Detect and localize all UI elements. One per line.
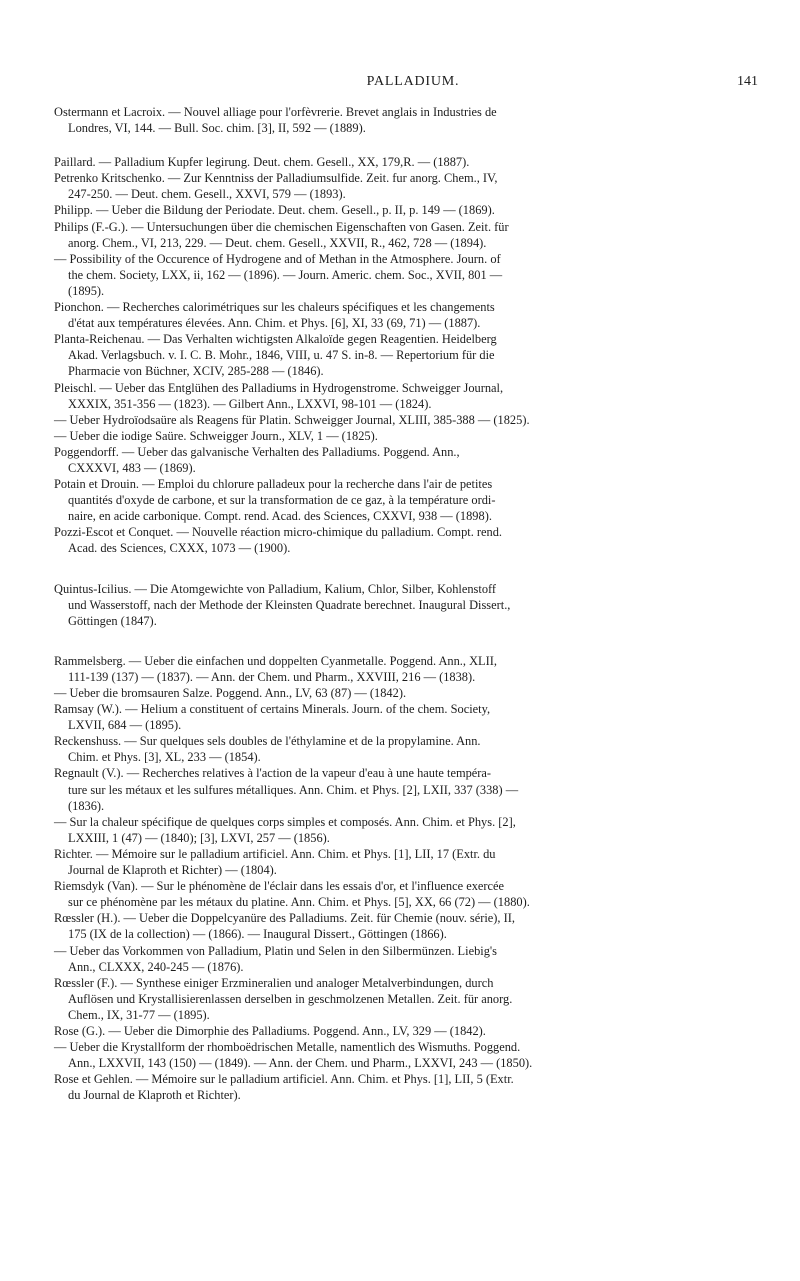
bibliography-entry: — Possibility of the Occurence of Hydrogene and of Methan in the Atmosphere. Journ. of the chem. Society, LXX, ii, 162 — (1896). — Journ. Americ. chem. Soc., XVII, 801 — (1895).	[54, 251, 503, 298]
bibliography-entry: Paillard. — Palladium Kupfer legirung. Deut. chem. Gesell., XX, 179,R. — (1887).	[54, 155, 470, 170]
bibliography-entry: Rœssler (H.). — Ueber die Doppelcyanüre des Palladiums. Zeit. für Chemie (nouv. série), II, 175 (IX de la collection) — (1866). — Inaugural Dissert., Göttingen (1866).	[54, 911, 515, 942]
bibliography-entry: Ostermann et Lacroix. — Nouvel alliage pour l'orfèvrerie. Brevet anglais in Industries de Londres, VI, 144. — Bull. Soc. chim. [3], II, 592 — (1889).	[54, 105, 497, 136]
page-title: PALLADIUM.	[366, 74, 460, 89]
running-head	[56, 74, 770, 94]
bibliography-entry: Reckenshuss. — Sur quelques sels doubles de l'éthylamine et de la propylamine. Ann. Chim. et Phys. [3], XL, 233 — (1854).	[54, 734, 481, 765]
bibliography-list	[56, 104, 770, 1103]
bibliography-entry: Potain et Drouin. — Emploi du chlorure palladeux pour la recherche dans l'air de petites quantités d'oxyde de carbone, et sur la transformation de ce gaz, à la température ordi- naire, en acide carbonique. Compt. rend. Acad. des Sciences, CXXVI, 938 — (1898).	[54, 477, 496, 524]
bibliography-entry: Petrenko Kritschenko. — Zur Kenntniss der Palladiumsulfide. Zeit. fur anorg. Chem., IV, 247-250. — Deut. chem. Gesell., XXVI, 579 — (1893).	[54, 171, 498, 202]
bibliography-entry: — Sur la chaleur spécifique de quelques corps simples et composés. Ann. Chim. et Phys. [2], LXXIII, 1 (47) — (1840); [3], LXVI, 257 — (1856).	[54, 814, 516, 845]
bibliography-entry: Pleischl. — Ueber das Entglühen des Palladiums in Hydrogenstrome. Schweigger Journal, XXXIX, 351-356 — (1823). — Gilbert Ann., LXXVI, 98-101 — (1824).	[54, 380, 504, 411]
bibliography-entry: Philips (F.-G.). — Untersuchungen über die chemischen Eigenschaften von Gasen. Zeit. für anorg. Chem., VI, 213, 229. — Deut. chem. Gesell., XXVII, R., 462, 728 — (1894).	[54, 219, 509, 250]
bibliography-entry: Philipp. — Ueber die Bildung der Periodate. Deut. chem. Gesell., p. II, p. 149 — (1869).	[54, 203, 495, 218]
bibliography-entry: Riemsdyk (Van). — Sur le phénomène de l'éclair dans les essais d'or, et l'influence exercée sur ce phénomène par les métaux du platine. Ann. Chim. et Phys. [5], XX, 66 (72) — (1880).	[54, 879, 530, 910]
bibliography-entry: — Ueber die Krystallform der rhomboëdrischen Metalle, namentlich des Wismuths. Poggend. Ann., LXXVII, 143 (150) — (1849). — Ann. der Chem. und Pharm., LXXVI, 243 — (1850).	[54, 1040, 533, 1071]
bibliography-entry: Rammelsberg. — Ueber die einfachen und doppelten Cyanmetalle. Poggend. Ann., XLII, 111-139 (137) — (1837). — Ann. der Chem. und Pharm., XXVIII, 216 — (1838).	[54, 653, 497, 684]
bibliography-entry: Pozzi-Escot et Conquet. — Nouvelle réaction micro-chimique du palladium. Compt. rend. Acad. des Sciences, CXXX, 1073 — (1900).	[54, 525, 503, 556]
page-number: 141	[737, 74, 758, 89]
bibliography-entry: Rose (G.). — Ueber die Dimorphie des Palladiums. Poggend. Ann., LV, 329 — (1842).	[54, 1023, 486, 1038]
bibliography-entry: Quintus-Icilius. — Die Atomgewichte von Palladium, Kalium, Chlor, Silber, Kohlenstoff und Wasserstoff, nach der Methode der Kleinsten Quadrate berechnet. Inaugural Dissert., Göttingen (1847).	[54, 581, 511, 628]
bibliography-entry: — Ueber die iodige Saüre. Schweigger Journ., XLV, 1 — (1825).	[54, 428, 378, 443]
bibliography-entry: — Ueber Hydroïodsaüre als Reagens für Platin. Schweigger Journal, XLIII, 385-388 — (1825).	[54, 412, 530, 427]
bibliography-entry: Rœssler (F.). — Synthese einiger Erzmineralien und analoger Metalverbindungen, durch Auflösen und Krystallisierenlassen derselben in geschmolzenen Metallen. Zeit. für anorg. Chem., IX, 31-77 — (1895).	[54, 975, 513, 1022]
bibliography-entry: Poggendorff. — Ueber das galvanische Verhalten des Palladiums. Poggend. Ann., CXXXVI, 483 — (1869).	[54, 444, 460, 475]
bibliography-entry: Ramsay (W.). — Helium a constituent of certains Minerals. Journ. of the chem. Society, LXVII, 684 — (1895).	[54, 702, 491, 733]
bibliography-entry: — Ueber die bromsauren Salze. Poggend. Ann., LV, 63 (87) — (1842).	[54, 686, 407, 700]
bibliography-entry: Richter. — Mémoire sur le palladium artificiel. Ann. Chim. et Phys. [1], LII, 17 (Extr. du Journal de Klaproth et Richter) — (1804).	[54, 846, 496, 878]
bibliography-entry: Planta-Reichenau. — Das Verhalten wichtigsten Alkaloïde gegen Reagentien. Heidelberg Akad. Verlagsbuch. v. I. C. B. Mohr., 1846, VIII, u. 47 S. in-8. — Repertorium für die Pharmacie von Büchner, XCIV, 285-288 — (1846).	[54, 332, 497, 379]
bibliography-entry: Pionchon. — Recherches calorimétriques sur les chaleurs spécifiques et les changements d'état aux températures élevées. Ann. Chim. et Phys. [6], XI, 33 (69, 71) — (1887).	[54, 300, 495, 331]
bibliography-entry: Regnault (V.). — Recherches relatives à l'action de la vapeur d'eau à une haute tempéra- ture sur les métaux et les sulfures métalliques. Ann. Chim. et Phys. [2], LXII, 337 (338) — (1836).	[54, 766, 519, 813]
bibliography-entry: Rose et Gehlen. — Mémoire sur le palladium artificiel. Ann. Chim. et Phys. [1], LII, 5 (Extr. du Journal de Klaproth et Richter).	[54, 1072, 514, 1103]
bibliography-entry: — Ueber das Vorkommen von Palladium, Platin und Selen in den Silbermünzen. Liebig's Ann., CLXXX, 240-245 — (1876).	[54, 943, 497, 974]
